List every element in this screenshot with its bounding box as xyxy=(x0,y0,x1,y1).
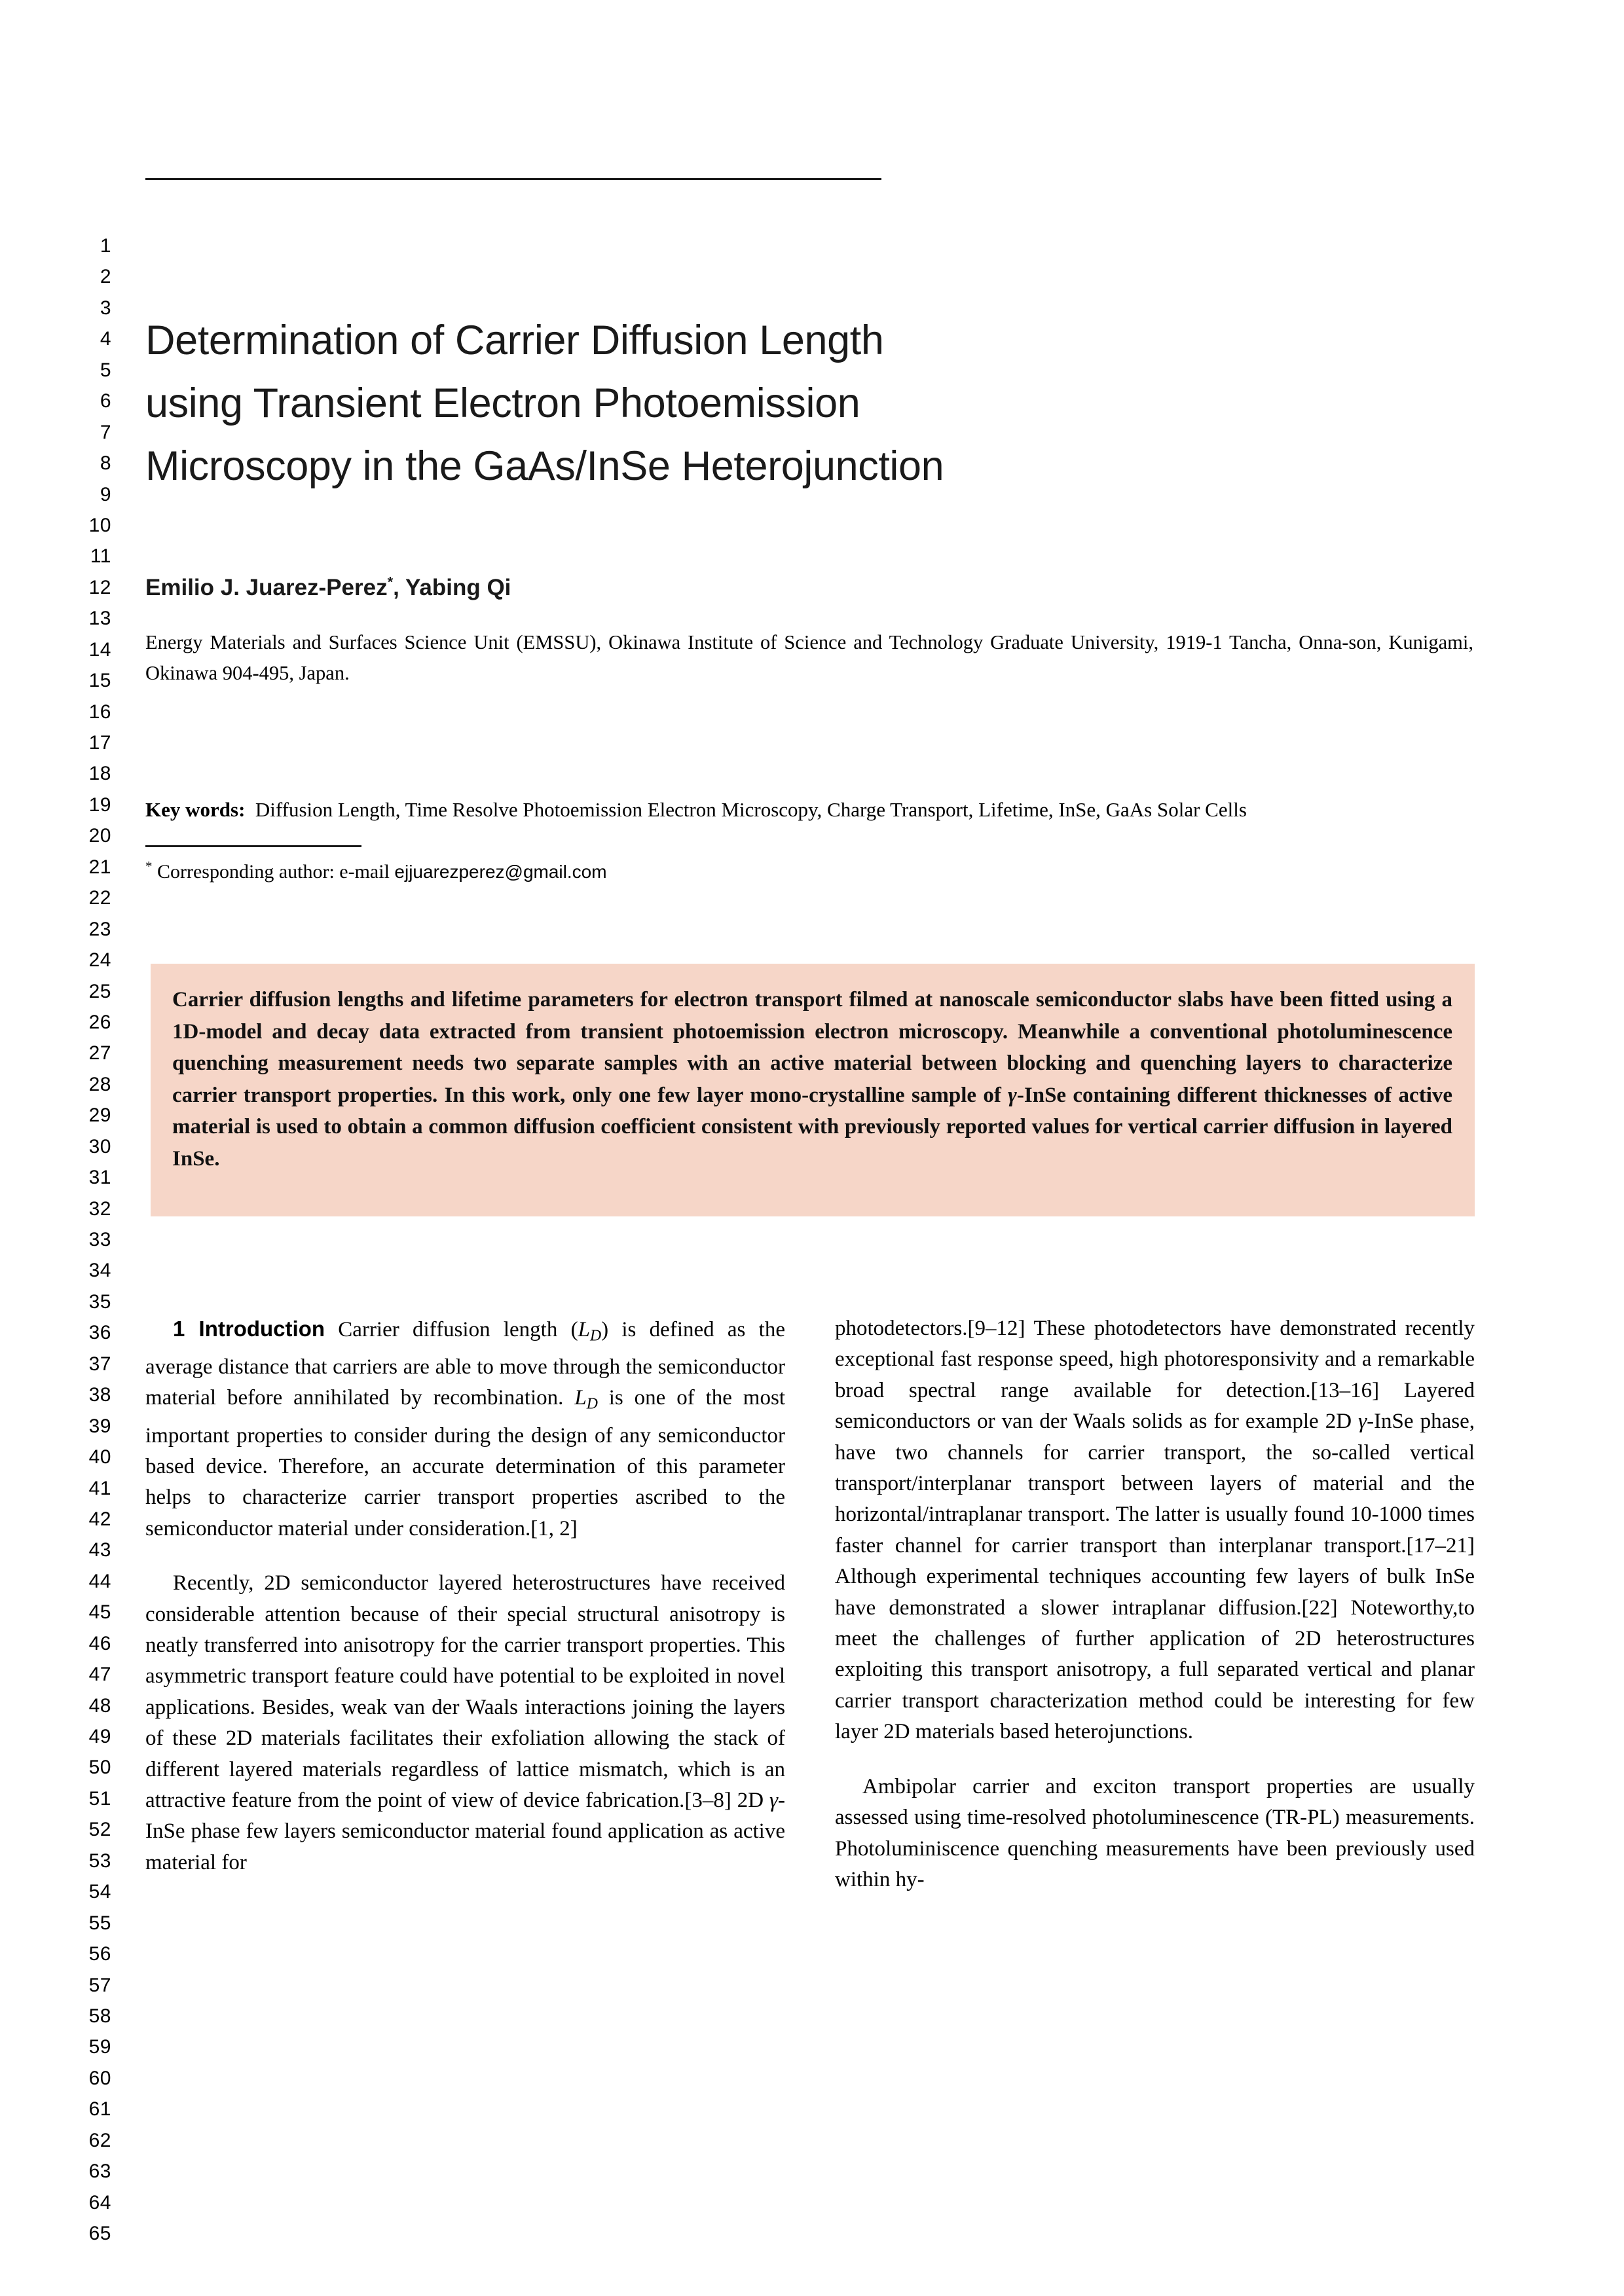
line-number: 54 xyxy=(88,1881,111,1903)
line-number: 55 xyxy=(88,1912,111,1934)
abstract-part-2: -InSe containing different thicknesses of active material is used to obtain a common diffusion coefficient consistent with previously reported values for vertical carrier diffusion in layered InSe. xyxy=(172,1083,1453,1171)
line-number: 3 xyxy=(100,297,111,319)
ambipolar-text: Ambipolar carrier and exciton transport properties are usually assessed using time-resolved photoluminescence (TR-PL) measurements. Photoluminiscence quenching measurements have been previously used within hy- xyxy=(835,1774,1475,1891)
paragraph-recently xyxy=(145,1568,785,1878)
line-number: 18 xyxy=(88,763,111,785)
line-number: 63 xyxy=(88,2160,111,2183)
keywords-label: Key words: xyxy=(145,798,246,821)
symbol-LD-2-subscript: D xyxy=(586,1396,598,1413)
line-number: 44 xyxy=(88,1570,111,1592)
abstract-gamma-symbol: γ xyxy=(1008,1083,1017,1107)
author-list xyxy=(145,574,511,602)
author-names: Emilio J. Juarez-Perez xyxy=(145,575,388,600)
line-number: 26 xyxy=(88,1011,111,1033)
paragraph-photodetectors xyxy=(835,1313,1475,1748)
line-number: 28 xyxy=(88,1073,111,1095)
intro-text-c: is one of the most important properties to consider during the design of any semiconductor based device. Therefore, an accurate determination of this parameter helps to characterize carrier transport properties ascribed to the semiconductor material under consideration.[1, 2] xyxy=(145,1386,785,1540)
line-number: 64 xyxy=(88,2191,111,2214)
line-number-gutter xyxy=(0,230,111,2249)
line-number: 7 xyxy=(100,421,111,443)
line-number: 5 xyxy=(100,359,111,381)
line-number: 8 xyxy=(100,452,111,475)
line-number: 61 xyxy=(88,2098,111,2121)
photodetectors-text-a: photodetectors.[9–12] These photodetectors have demonstrated recently exceptional fast response speed, high photoresponsivity and a remarkable broad spectral range available for detection.[13–16] Layered semiconductors or van der Waals solids as for example 2D xyxy=(835,1317,1475,1434)
line-number: 57 xyxy=(88,1974,111,1996)
gamma-symbol-left: γ xyxy=(769,1788,778,1812)
symbol-LD-1: L xyxy=(578,1318,590,1341)
line-number: 60 xyxy=(88,2067,111,2089)
line-number: 4 xyxy=(100,328,111,350)
line-number: 53 xyxy=(88,1850,111,1872)
line-number: 24 xyxy=(88,949,111,972)
line-number: 1 xyxy=(100,235,111,257)
abstract-text xyxy=(172,984,1452,1175)
corresponding-author-note xyxy=(145,858,931,886)
line-number: 9 xyxy=(100,483,111,505)
line-number: 23 xyxy=(88,918,111,940)
line-number: 59 xyxy=(88,2036,111,2058)
body-column-right xyxy=(835,1313,1475,1895)
line-number: 52 xyxy=(88,1819,111,1841)
line-number: 6 xyxy=(100,390,111,412)
intro-text-b: ) is defined as the average distance that carriers are able to move through the semiconductor material before annihilated by recombination. xyxy=(145,1318,785,1410)
paragraph-ambipolar xyxy=(835,1772,1475,1896)
line-number: 19 xyxy=(88,793,111,816)
line-number: 38 xyxy=(88,1384,111,1406)
page-content xyxy=(145,0,1475,2296)
line-number: 43 xyxy=(88,1539,111,1561)
line-number: 11 xyxy=(90,545,111,568)
symbol-LD-1-subscript: D xyxy=(589,1327,602,1345)
line-number: 51 xyxy=(88,1787,111,1810)
line-number: 65 xyxy=(88,2223,111,2244)
line-number: 21 xyxy=(88,856,111,878)
recently-text-b: -InSe phase few layers semiconductor material found application as active material for xyxy=(145,1788,785,1874)
line-number: 62 xyxy=(88,2129,111,2151)
recently-text-a: Recently, 2D semiconductor layered heterostructures have received considerable attention because of their special structural anisotropy is neatly transferred into anisotropy for the carrier transport properties. This asymmetric transport feature could have potential to be exploited in novel applications. Besides, weak van der Waals interactions joining the layers of these 2D materials facilitates their exfoliation allowing the stack of different layered materials regardless of lattice mismatch, which is an attractive feature from the point of view of device fabrication.[3–8] 2D xyxy=(145,1571,785,1812)
line-number: 32 xyxy=(88,1197,111,1220)
footnote-rule xyxy=(145,845,361,847)
line-number: 58 xyxy=(88,2005,111,2027)
line-number: 31 xyxy=(88,1167,111,1189)
gamma-symbol-right: γ xyxy=(1358,1410,1367,1434)
keywords-value: Diffusion Length, Time Resolve Photoemission Electron Microscopy, Charge Transport, Lifetime, InSe, GaAs Solar Cells xyxy=(255,798,1247,821)
line-number: 39 xyxy=(88,1415,111,1437)
line-number: 30 xyxy=(88,1135,111,1157)
line-number: 17 xyxy=(88,732,111,754)
line-number: 20 xyxy=(88,825,111,847)
line-number: 16 xyxy=(88,701,111,723)
paragraph-introduction xyxy=(145,1313,785,1544)
line-number: 14 xyxy=(88,638,111,661)
line-number: 36 xyxy=(88,1322,111,1344)
line-number: 15 xyxy=(88,670,111,692)
corresponding-label: Corresponding author: e-mail xyxy=(157,861,390,883)
line-number: 37 xyxy=(88,1353,111,1375)
keywords xyxy=(145,796,1475,824)
symbol-LD-2: L xyxy=(574,1386,587,1410)
line-number: 34 xyxy=(88,1260,111,1282)
section-heading-introduction: 1 Introduction xyxy=(173,1317,325,1341)
corresponding-marker: * xyxy=(145,858,153,874)
intro-text-a: Carrier diffusion length ( xyxy=(325,1318,578,1341)
line-number: 40 xyxy=(88,1446,111,1468)
photodetectors-text-b: -InSe phase, have two channels for carrier transport, the so-called vertical transport/interplanar transport between layers of material and the horizontal/intraplanar transport. The latter is usually found 10-1000 times faster channel for carrier transport than interplanar transport.[17–21] Although experimental techniques accounting few layers of bulk InSe have demonstrated a slower intraplanar diffusion.[22] Noteworthy,to meet the challenges of further application of 2D heterostructures exploiting this transport anisotropy, a full separated vertical and planar carrier transport characterization method could be interesting for few layer 2D materials based heterojunctions. xyxy=(835,1410,1475,1744)
line-number: 48 xyxy=(88,1694,111,1717)
line-number: 45 xyxy=(88,1601,111,1624)
line-number: 56 xyxy=(88,1943,111,1965)
line-number: 50 xyxy=(88,1757,111,1779)
line-number: 41 xyxy=(88,1477,111,1499)
line-number: 46 xyxy=(88,1632,111,1654)
header-rule xyxy=(145,178,881,180)
abstract-box xyxy=(151,964,1475,1216)
line-number: 29 xyxy=(88,1104,111,1127)
line-number: 2 xyxy=(100,266,111,288)
body-column-left xyxy=(145,1313,785,1878)
page-title: Determination of Carrier Diffusion Length using Transient Electron Photoemission Microscopy in the GaAs/InSe Heterojunction xyxy=(145,318,944,490)
corresponding-email: ejjuarezperez@gmail.com xyxy=(394,862,607,882)
line-number: 13 xyxy=(88,608,111,630)
line-number: 25 xyxy=(88,980,111,1002)
author-names-rest: , Yabing Qi xyxy=(393,575,511,600)
author-footnote-marker: * xyxy=(387,574,394,591)
line-number: 35 xyxy=(88,1290,111,1313)
line-number: 27 xyxy=(88,1042,111,1065)
line-number: 47 xyxy=(88,1664,111,1686)
affiliation: Energy Materials and Surfaces Science Unit (EMSSU), Okinawa Institute of Science and Technology Graduate University, 1919-1 Tancha, Onna-son, Kunigami, Okinawa 904-495, Japan. xyxy=(145,631,1473,684)
line-number: 42 xyxy=(88,1508,111,1530)
line-number: 10 xyxy=(88,514,111,536)
line-number: 12 xyxy=(88,576,111,598)
abstract-part-1: Carrier diffusion lengths and lifetime parameters for electron transport filmed at nanoscale semiconductor slabs have been fitted using a 1D-model and decay data extracted from transient photoemission electron microscopy. Meanwhile a conventional photoluminescence quenching measurement needs two separate samples with an active material between blocking and quenching layers to characterize carrier transport properties. In this work, only one few layer mono-crystalline sample of xyxy=(172,988,1452,1107)
line-number: 33 xyxy=(88,1229,111,1250)
line-number: 22 xyxy=(88,887,111,909)
line-number: 49 xyxy=(88,1726,111,1747)
